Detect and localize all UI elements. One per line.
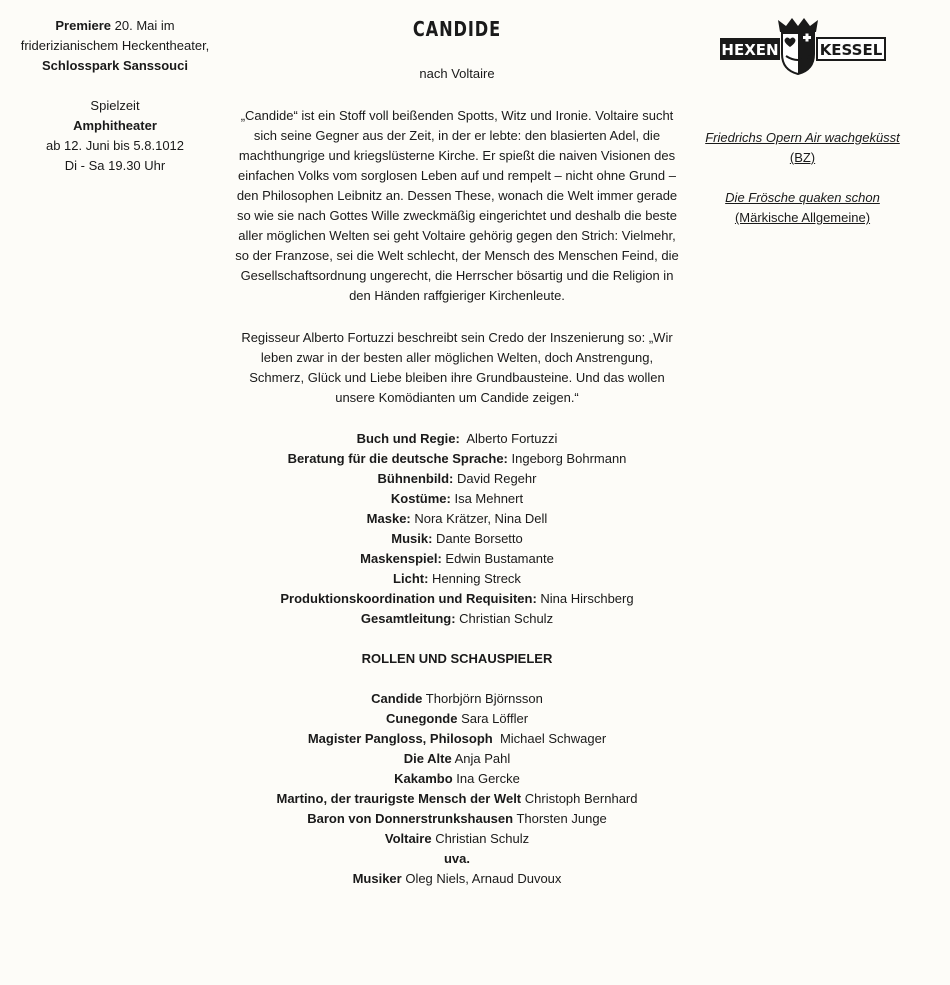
cast-role: Candide <box>371 691 423 706</box>
credit-role: Buch und Regie: <box>356 431 460 446</box>
cast-name: Ina Gercke <box>452 771 520 786</box>
cast-role: Kakambo <box>394 771 453 786</box>
cast-row <box>232 789 682 809</box>
press-item <box>695 128 910 168</box>
cast-row <box>232 829 682 849</box>
credits-list <box>232 429 682 629</box>
credit-role: Gesamtleitung: <box>360 611 456 626</box>
cast-row <box>232 809 682 829</box>
director-quote: Regisseur Alberto Fortuzzi beschreibt sein Credo der Inszenierung so: „Wir leben zwar in der besten aller möglichen Welten, doch Anstrengung, Schmerz, Glück und Liebe bleiben ihre Grundbausteine. Und das wollen unsere Komödianten um Candide zeigen.“ <box>241 330 673 405</box>
credit-row <box>232 569 682 589</box>
cast-role: Musiker <box>352 871 402 886</box>
cast-row <box>232 849 682 869</box>
credit-role: Bühnenbild: <box>377 471 454 486</box>
credit-role: Beratung für die deutsche Sprache: <box>287 451 508 466</box>
press-quote-link[interactable]: Friedrichs Opern Air wachgeküsst <box>705 130 900 145</box>
cast-row <box>232 869 682 889</box>
logo-text-left: HEXEN <box>720 41 779 59</box>
credit-row <box>232 549 682 569</box>
show-times: Di - Sa 19.30 Uhr <box>64 158 166 173</box>
credit-name: Alberto Fortuzzi <box>459 431 558 446</box>
cast-role: Cunegonde <box>385 711 458 726</box>
premiere-date: 20. Mai im <box>111 18 175 33</box>
cast-name: Christoph Bernhard <box>521 791 638 806</box>
subtitle: nach Voltaire <box>419 66 495 81</box>
credit-name: Christian Schulz <box>455 611 554 626</box>
description-paragraph: „Candide“ ist ein Stoff voll beißenden Spotts, Witz und Ironie. Voltaire sucht sich seine Gegner aus der Zeit, in der er lebte: den blasierten Adel, die machthungrige und kriegslüsterne Kirche. Er spießt die naiven Visionen des einfachen Volks vom sorglosen Leben auf und rempelt – nicht ohne Grund – den Philosophen Leibnitz an. Dessen These, wonach die Welt immer gerade so wie sie nach Gottes Wille zweckmäßig eingerichtet und deshalb die beste aller möglichen Welten sei geht Voltaire gehörig gegen den Strich: Vielmehr, so der Franzose, sei die Welt schlecht, der Mensch des Menschen Feind, die Gesellschaftsordnung ungerecht, die Herrscher bösartig und die Religion in den Händen raffgieriger Kirchenleute. <box>235 108 679 303</box>
credit-row <box>232 429 682 449</box>
cast-name: Sara Löffler <box>457 711 529 726</box>
hexenkessel-logo[interactable] <box>718 16 888 76</box>
credit-row <box>232 529 682 549</box>
cast-name: Oleg Niels, Arnaud Duvoux <box>401 871 562 886</box>
event-info <box>0 16 230 176</box>
credit-role: Musik: <box>391 531 433 546</box>
credit-role: Maske: <box>366 511 411 526</box>
credit-name: David Regehr <box>453 471 537 486</box>
logo-text-right: KESSEL <box>819 41 882 59</box>
cast-name: Thorsten Junge <box>513 811 607 826</box>
cast-role: Baron von Donnerstrunkshausen <box>307 811 514 826</box>
press-quotes <box>695 128 910 228</box>
credit-name: Ingeborg Bohrmann <box>507 451 627 466</box>
credit-role: Maskenspiel: <box>360 551 442 566</box>
press-source-link[interactable]: (BZ) <box>789 150 816 165</box>
cast-row <box>232 689 682 709</box>
cast-row <box>232 769 682 789</box>
credit-row <box>232 589 682 609</box>
credit-name: Edwin Bustamante <box>441 551 554 566</box>
season-dates: ab 12. Juni bis 5.8.1012 <box>45 138 185 153</box>
credit-row <box>232 509 682 529</box>
season-label: Spielzeit <box>90 98 140 113</box>
credit-role: Kostüme: <box>390 491 451 506</box>
cast-name: Christian Schulz <box>431 831 530 846</box>
premiere-line <box>0 16 230 36</box>
crown-shield-icon <box>778 18 818 74</box>
cast-name: Anja Pahl <box>451 751 511 766</box>
cast-role: Voltaire <box>384 831 432 846</box>
credit-name: Nora Krätzer, Nina Dell <box>410 511 548 526</box>
cast-row <box>232 729 682 749</box>
cast-role: Magister Pangloss, Philosoph <box>307 731 493 746</box>
cast-role: uva. <box>443 851 470 866</box>
cast-role: Die Alte <box>403 751 452 766</box>
credit-role: Produktionskoordination und Requisiten: <box>280 591 537 606</box>
page-title: CANDIDE <box>412 17 502 41</box>
credit-name: Isa Mehnert <box>450 491 524 506</box>
credit-row <box>232 469 682 489</box>
credit-row <box>232 609 682 629</box>
cast-name: Michael Schwager <box>492 731 607 746</box>
cast-role: Martino, der traurigste Mensch der Welt <box>276 791 522 806</box>
cast-name: Thorbjörn Björnsson <box>422 691 543 706</box>
cast-row <box>232 749 682 769</box>
main-content <box>232 16 682 889</box>
credit-row <box>232 449 682 469</box>
press-source-link[interactable]: (Märkische Allgemeine) <box>734 210 871 225</box>
credit-name: Dante Borsetto <box>432 531 523 546</box>
credit-row <box>232 489 682 509</box>
cast-heading: ROLLEN UND SCHAUSPIELER <box>361 651 553 666</box>
cast-row <box>232 709 682 729</box>
venue: Amphitheater <box>73 118 157 133</box>
credit-name: Henning Streck <box>428 571 521 586</box>
sidebar <box>695 16 910 248</box>
press-quote-link[interactable]: Die Frösche quaken schon <box>725 190 880 205</box>
premiere-label: Premiere <box>55 18 112 33</box>
cast-list <box>232 689 682 889</box>
press-item <box>695 188 910 228</box>
premiere-park: Schlosspark Sanssouci <box>42 58 188 73</box>
premiere-place: friderizianischem Heckentheater, <box>20 38 210 53</box>
credit-name: Nina Hirschberg <box>536 591 634 606</box>
credit-role: Licht: <box>393 571 429 586</box>
